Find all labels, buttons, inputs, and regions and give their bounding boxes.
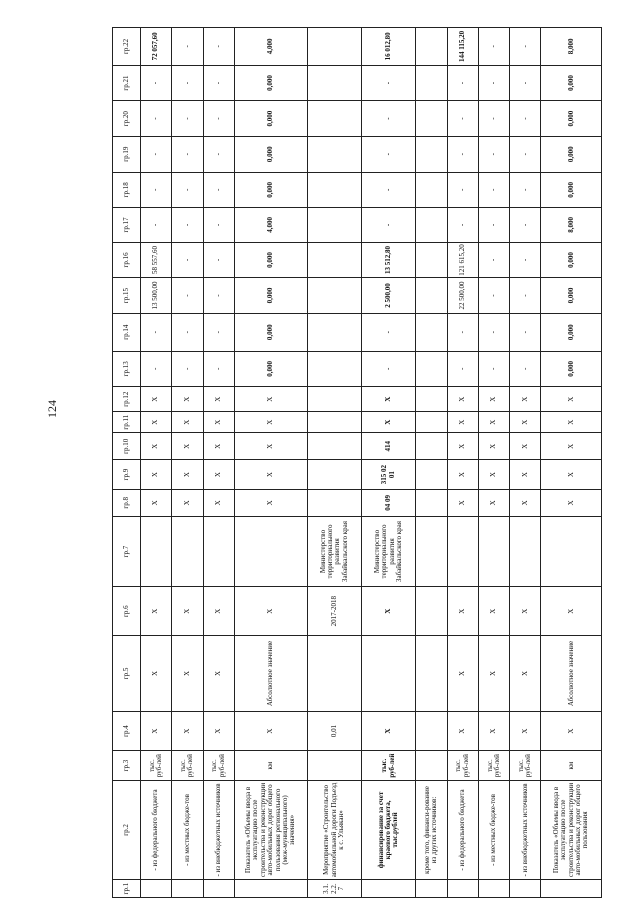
table-cell: X xyxy=(478,489,509,516)
table-cell: - xyxy=(447,136,478,172)
table-cell: X xyxy=(234,587,307,636)
table-cell: X xyxy=(362,711,416,751)
table-cell xyxy=(307,313,361,351)
table-cell xyxy=(307,172,361,208)
table-cell: - xyxy=(172,65,203,101)
table-cell: X xyxy=(141,489,172,516)
table-cell: X xyxy=(203,636,234,711)
table-cell: - xyxy=(141,136,172,172)
table-cell: X xyxy=(141,636,172,711)
table-cell: 0,000 xyxy=(541,65,602,101)
table-cell xyxy=(307,242,361,278)
table-cell: X xyxy=(510,636,541,711)
table-cell xyxy=(307,387,361,412)
table-cell: X xyxy=(447,587,478,636)
table-cell xyxy=(416,65,447,101)
table-cell: - xyxy=(172,208,203,243)
table-row xyxy=(541,28,602,898)
table-cell: X xyxy=(541,489,602,516)
table-cell: 22 500,00 xyxy=(447,278,478,314)
table-cell: X xyxy=(541,433,602,460)
table-cell: - xyxy=(203,28,234,66)
table-cell: 0,000 xyxy=(234,242,307,278)
column-header: гр.15 xyxy=(113,278,141,314)
table-cell: км xyxy=(234,751,307,780)
table-cell: - xyxy=(447,208,478,243)
table-cell: - xyxy=(362,208,416,243)
table-cell: X xyxy=(447,636,478,711)
table-cell: - xyxy=(510,208,541,243)
table-cell: 0,000 xyxy=(541,313,602,351)
table-cell: - xyxy=(478,172,509,208)
table-cell: - xyxy=(141,101,172,137)
table-cell: - xyxy=(141,313,172,351)
table-cell xyxy=(141,516,172,586)
table-cell: X xyxy=(478,636,509,711)
table-cell: - xyxy=(141,65,172,101)
table-cell: X xyxy=(362,387,416,412)
table-cell: Показатель «Объемы ввода в эксплуатацию после строительства и реконструкции авто-мобильных дорог общего пользования xyxy=(541,780,602,879)
table-cell: X xyxy=(234,711,307,751)
table-cell xyxy=(307,136,361,172)
column-header: гр.21 xyxy=(113,65,141,101)
table-cell: - xyxy=(510,172,541,208)
table-row xyxy=(362,28,416,898)
table-cell: - xyxy=(172,351,203,387)
table-cell: - xyxy=(447,351,478,387)
table-cell: X xyxy=(234,387,307,412)
column-header: гр.14 xyxy=(113,313,141,351)
table-cell xyxy=(416,136,447,172)
table-cell: - xyxy=(510,65,541,101)
table-cell: Показатель «Объемы ввода в эксплуатацию после строительства и реконструкции авто-мобильных дорог общего пользования регионального (меж-муниципального) значения» xyxy=(234,780,307,879)
table-cell xyxy=(478,880,509,898)
page-number: 124 xyxy=(45,400,59,418)
table-cell: X xyxy=(203,711,234,751)
table-cell: - xyxy=(203,351,234,387)
table-cell: X xyxy=(478,412,509,433)
table-cell xyxy=(416,172,447,208)
table-cell xyxy=(362,636,416,711)
table-cell: 0,000 xyxy=(541,136,602,172)
table-cell: - xyxy=(362,101,416,137)
table-cell: км xyxy=(541,751,602,780)
column-header: гр.5 xyxy=(113,636,141,711)
table-row xyxy=(172,28,203,898)
column-header: гр.7 xyxy=(113,516,141,586)
table-cell: - xyxy=(478,351,509,387)
column-header: гр.18 xyxy=(113,172,141,208)
table-row xyxy=(510,28,541,898)
table-cell: 0,000 xyxy=(234,101,307,137)
table-cell: X xyxy=(203,460,234,489)
table-cell: - xyxy=(478,208,509,243)
table-cell: Абсолютное значение xyxy=(541,636,602,711)
table-cell: - xyxy=(203,278,234,314)
table-cell: - xyxy=(362,313,416,351)
table-cell: X xyxy=(234,460,307,489)
table-cell xyxy=(510,516,541,586)
table-cell: X xyxy=(362,587,416,636)
table-cell: Абсолютное значение xyxy=(234,636,307,711)
table-cell: X xyxy=(510,587,541,636)
table-cell xyxy=(416,101,447,137)
table-cell xyxy=(416,208,447,243)
column-header: гр.19 xyxy=(113,136,141,172)
table-cell: X xyxy=(478,387,509,412)
table-cell: - xyxy=(172,136,203,172)
table-cell xyxy=(416,242,447,278)
table-cell xyxy=(307,433,361,460)
table-cell: X xyxy=(234,489,307,516)
table-cell xyxy=(307,412,361,433)
table-row xyxy=(416,28,447,898)
table-cell: X xyxy=(447,412,478,433)
table-cell: X xyxy=(510,711,541,751)
table-cell: 0,000 xyxy=(234,313,307,351)
column-header: гр.22 xyxy=(113,28,141,66)
table-cell: 2017-2018 xyxy=(307,587,361,636)
table-cell: 0,000 xyxy=(541,242,602,278)
table-cell: 3.1.2.2.7 xyxy=(307,880,361,898)
table-cell xyxy=(416,587,447,636)
column-header: гр.8 xyxy=(113,489,141,516)
table-cell: 2 500,00 xyxy=(362,278,416,314)
table-cell: X xyxy=(541,387,602,412)
column-header: гр.17 xyxy=(113,208,141,243)
table-cell xyxy=(510,880,541,898)
table-cell: - xyxy=(203,242,234,278)
table-cell xyxy=(307,278,361,314)
table-cell: 4,000 xyxy=(234,28,307,66)
table-cell: X xyxy=(172,587,203,636)
table-cell: - xyxy=(478,136,509,172)
table-cell: - xyxy=(362,136,416,172)
table-cell: X xyxy=(362,412,416,433)
table-cell: - xyxy=(172,172,203,208)
table-cell: - xyxy=(203,208,234,243)
table-cell: X xyxy=(541,412,602,433)
table-cell: Мероприятие «Строительство автомобильной дороги Подъезд к с. Ульякан» xyxy=(307,780,361,879)
table-cell xyxy=(416,313,447,351)
table-cell: X xyxy=(172,387,203,412)
table-cell: - xyxy=(510,351,541,387)
table-cell: X xyxy=(172,636,203,711)
table-cell: - xyxy=(478,313,509,351)
table-cell: 0,000 xyxy=(234,65,307,101)
table-cell xyxy=(416,28,447,66)
column-header: гр.1 xyxy=(113,880,141,898)
table-cell: X xyxy=(172,711,203,751)
table-cell: X xyxy=(447,433,478,460)
table-cell: X xyxy=(510,460,541,489)
table-cell: кроме того, финанси-рование из других источников: xyxy=(416,780,447,879)
table-cell: X xyxy=(541,587,602,636)
column-header: гр.12 xyxy=(113,387,141,412)
table-cell: - xyxy=(362,65,416,101)
table-cell: X xyxy=(478,711,509,751)
table-cell: - xyxy=(203,101,234,137)
table-cell xyxy=(416,489,447,516)
table-cell xyxy=(203,516,234,586)
table-cell: X xyxy=(172,489,203,516)
table-cell: X xyxy=(510,489,541,516)
table-cell: тыс. руб-лей xyxy=(203,751,234,780)
table-cell: X xyxy=(447,489,478,516)
table-cell: - xyxy=(141,351,172,387)
table-cell: X xyxy=(234,433,307,460)
column-header: гр.10 xyxy=(113,433,141,460)
table-cell xyxy=(203,880,234,898)
table-cell: X xyxy=(234,412,307,433)
table-cell xyxy=(416,636,447,711)
table-cell: - xyxy=(510,136,541,172)
table-cell: X xyxy=(203,412,234,433)
table-cell: 0,000 xyxy=(541,101,602,137)
table-cell xyxy=(416,433,447,460)
table-cell: - из внебюджетных источников xyxy=(510,780,541,879)
table-cell: X xyxy=(478,433,509,460)
table-header-row xyxy=(113,28,141,898)
table-cell: X xyxy=(510,387,541,412)
table-cell xyxy=(307,208,361,243)
table-cell xyxy=(307,751,361,780)
table-cell: - xyxy=(510,242,541,278)
table-cell: 121 615,20 xyxy=(447,242,478,278)
table-cell xyxy=(307,351,361,387)
table-cell: X xyxy=(141,711,172,751)
table-cell: - xyxy=(510,101,541,137)
table-row xyxy=(141,28,172,898)
table-cell xyxy=(416,351,447,387)
table-cell xyxy=(416,751,447,780)
table-cell xyxy=(141,880,172,898)
column-header: гр.16 xyxy=(113,242,141,278)
table-cell: X xyxy=(203,587,234,636)
table-cell: X xyxy=(203,433,234,460)
table-cell: X xyxy=(447,460,478,489)
table-cell: 0,000 xyxy=(234,136,307,172)
table-cell: X xyxy=(141,433,172,460)
table-cell: X xyxy=(172,433,203,460)
column-header: гр.4 xyxy=(113,711,141,751)
table-cell xyxy=(447,516,478,586)
table-cell xyxy=(307,65,361,101)
table-cell: - xyxy=(172,101,203,137)
column-header: гр.9 xyxy=(113,460,141,489)
table-cell: 315 02 01 xyxy=(362,460,416,489)
table-cell: тыс. руб-лей xyxy=(510,751,541,780)
table-cell: тыс. руб-лей xyxy=(172,751,203,780)
table-cell: - xyxy=(172,278,203,314)
table-cell: - xyxy=(478,278,509,314)
table-cell: X xyxy=(510,433,541,460)
table-cell: 0,01 xyxy=(307,711,361,751)
table-cell: 58 557,60 xyxy=(141,242,172,278)
table-cell: - xyxy=(447,313,478,351)
table-row xyxy=(203,28,234,898)
table-cell: - xyxy=(203,172,234,208)
table-cell: - xyxy=(478,242,509,278)
table-cell xyxy=(416,880,447,898)
table-cell: 13 512,80 xyxy=(362,242,416,278)
table-cell: тыс. руб-лей xyxy=(362,751,416,780)
table-cell xyxy=(172,880,203,898)
table-cell xyxy=(541,880,602,898)
column-header: гр.11 xyxy=(113,412,141,433)
table-cell: 16 012,80 xyxy=(362,28,416,66)
table-cell: - xyxy=(478,65,509,101)
table-cell xyxy=(447,880,478,898)
table-cell: - xyxy=(362,351,416,387)
table-cell: - xyxy=(172,242,203,278)
table-cell: Министерство территориального развития Забайкальского края xyxy=(362,516,416,586)
table-cell: тыс. руб-лей xyxy=(447,751,478,780)
table-cell: - из федерального бюджета xyxy=(447,780,478,879)
table-cell: - из федерального бюджета xyxy=(141,780,172,879)
table-cell: - xyxy=(362,172,416,208)
table-cell: тыс. руб-лей xyxy=(478,751,509,780)
column-header: гр.6 xyxy=(113,587,141,636)
table-cell: - xyxy=(172,28,203,66)
table-row xyxy=(234,28,307,898)
table-cell: - xyxy=(203,65,234,101)
table-cell xyxy=(307,489,361,516)
table-cell: 0,000 xyxy=(234,278,307,314)
table-wrapper xyxy=(112,27,602,898)
table-cell: X xyxy=(541,711,602,751)
table-cell: - xyxy=(510,313,541,351)
table-cell: 72 057,60 xyxy=(141,28,172,66)
table-cell: X xyxy=(447,387,478,412)
table-cell xyxy=(416,460,447,489)
table-cell: 8,000 xyxy=(541,28,602,66)
table-cell: 04 09 xyxy=(362,489,416,516)
table-cell: 0,000 xyxy=(234,172,307,208)
table-cell: - xyxy=(478,28,509,66)
table-cell xyxy=(307,101,361,137)
table-cell xyxy=(416,711,447,751)
table-row xyxy=(447,28,478,898)
table-cell xyxy=(307,460,361,489)
table-cell: X xyxy=(510,412,541,433)
table-cell: - xyxy=(447,172,478,208)
table-cell xyxy=(416,387,447,412)
table-cell: X xyxy=(141,460,172,489)
table-cell: X xyxy=(203,387,234,412)
column-header: гр.2 xyxy=(113,780,141,879)
table-cell: 8,000 xyxy=(541,208,602,243)
table-cell xyxy=(416,412,447,433)
table-cell: - xyxy=(141,208,172,243)
table-cell: 13 500,00 xyxy=(141,278,172,314)
table-cell xyxy=(234,516,307,586)
table-cell xyxy=(416,278,447,314)
table-cell: X xyxy=(172,460,203,489)
table-cell: - из внебюджетных источников xyxy=(203,780,234,879)
table-cell: - из местных бюдже-тов xyxy=(478,780,509,879)
table-cell xyxy=(234,880,307,898)
table-cell xyxy=(416,516,447,586)
table-cell: 0,000 xyxy=(541,172,602,208)
table-cell: - xyxy=(447,101,478,137)
table-cell: 0,000 xyxy=(541,351,602,387)
table-row xyxy=(478,28,509,898)
table-cell: - xyxy=(510,278,541,314)
table-cell xyxy=(478,516,509,586)
table-cell xyxy=(307,636,361,711)
table-cell: тыс. руб-лей xyxy=(141,751,172,780)
table-cell: X xyxy=(478,587,509,636)
table-cell: 4,000 xyxy=(234,208,307,243)
table-cell xyxy=(362,880,416,898)
table-cell: - xyxy=(203,313,234,351)
table-cell: X xyxy=(203,489,234,516)
table-cell: X xyxy=(447,711,478,751)
column-header: гр.13 xyxy=(113,351,141,387)
column-header: гр.3 xyxy=(113,751,141,780)
table-cell: - xyxy=(447,65,478,101)
table-cell: - из местных бюдже-тов xyxy=(172,780,203,879)
column-header: гр.20 xyxy=(113,101,141,137)
table-body xyxy=(141,28,602,898)
table-cell: X xyxy=(478,460,509,489)
table-cell xyxy=(541,516,602,586)
table-cell: - xyxy=(478,101,509,137)
table-cell: 144 115,20 xyxy=(447,28,478,66)
table-cell: X xyxy=(141,587,172,636)
table-cell: Министерство территориального развития Забайкальского края xyxy=(307,516,361,586)
table-cell: X xyxy=(541,460,602,489)
table-cell xyxy=(172,516,203,586)
table-cell: 414 xyxy=(362,433,416,460)
table-cell: 0,000 xyxy=(541,278,602,314)
table-cell: X xyxy=(141,387,172,412)
table-cell: - xyxy=(172,313,203,351)
table-cell: X xyxy=(141,412,172,433)
table-cell xyxy=(307,28,361,66)
table-cell: - xyxy=(141,172,172,208)
table-cell: - xyxy=(510,28,541,66)
table-cell: 0,000 xyxy=(234,351,307,387)
table-row xyxy=(307,28,361,898)
table-cell: - xyxy=(203,136,234,172)
table-cell: X xyxy=(172,412,203,433)
table-cell: финансирование за счет краевого бюджета, тыс.рублей xyxy=(362,780,416,879)
budget-table xyxy=(112,27,602,898)
